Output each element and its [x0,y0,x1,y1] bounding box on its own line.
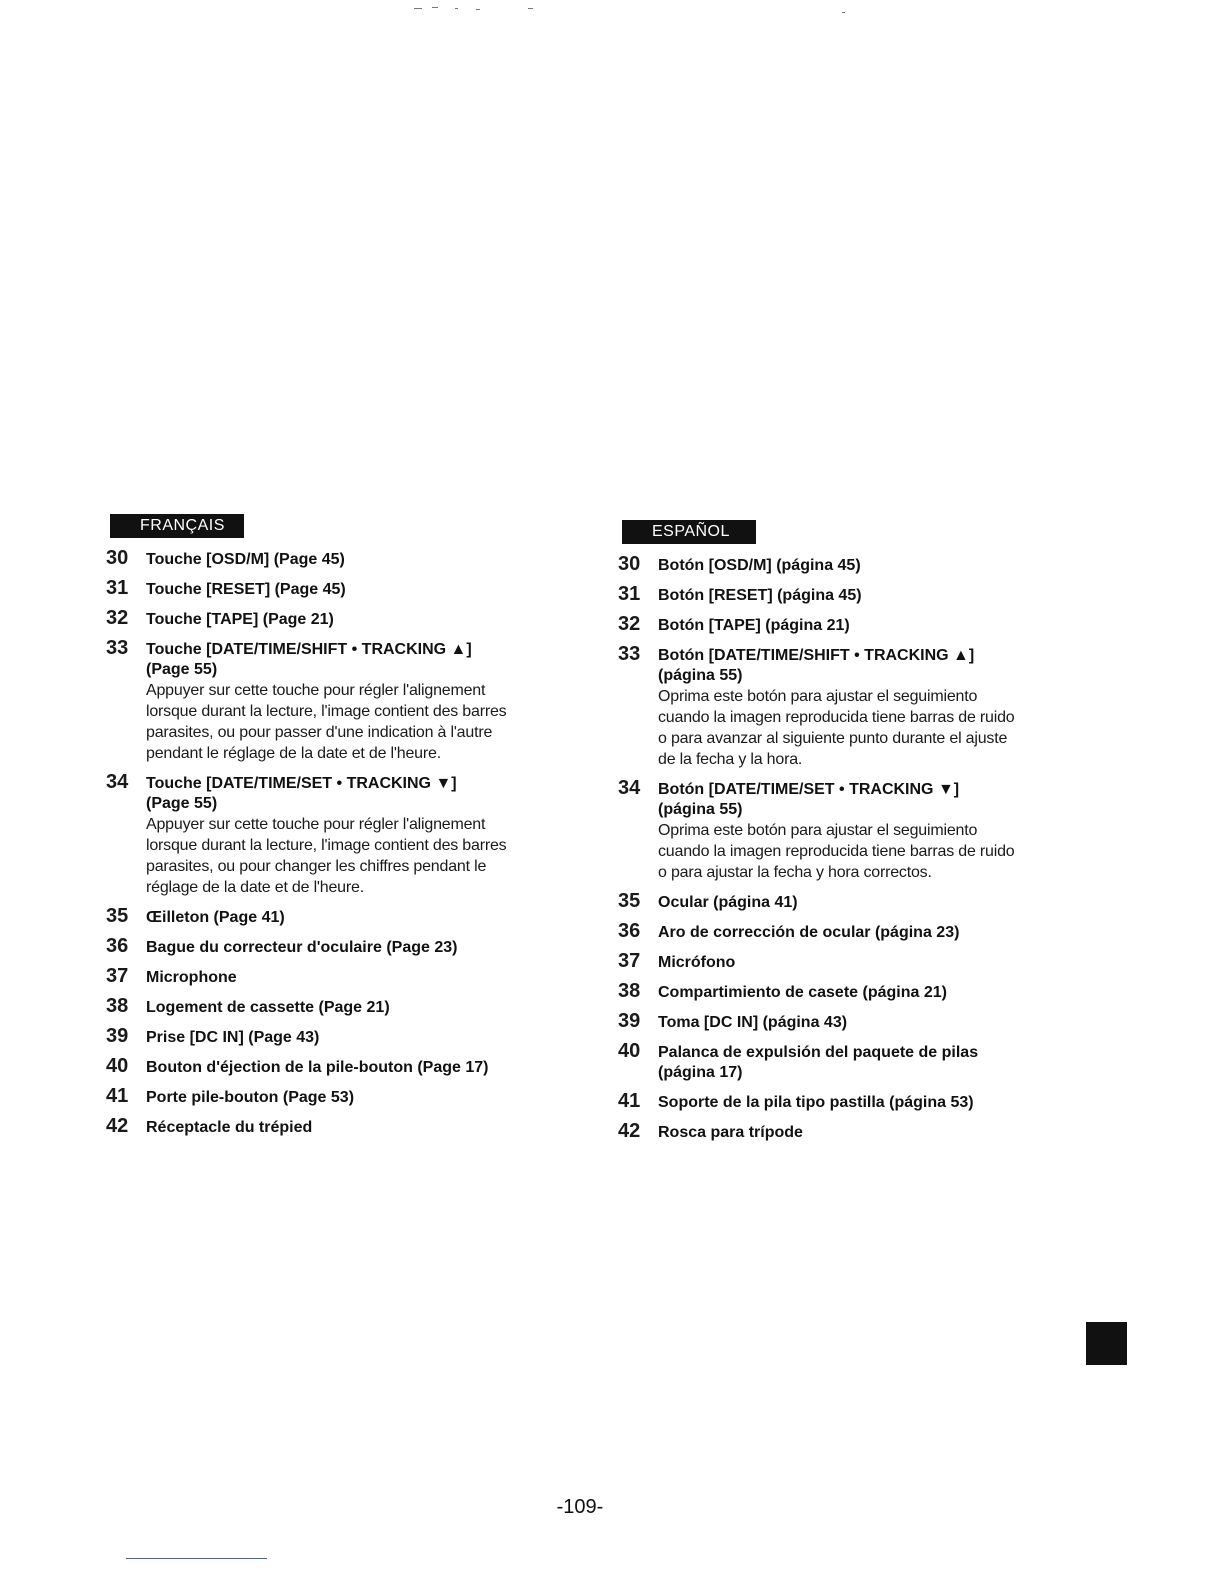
list-item [104,637,564,764]
item-title: Bouton d'éjection de la pile-bouton (Page 17) [146,1059,489,1076]
list-item [616,950,1076,973]
espanol-header: ESPAÑOL [622,520,756,544]
item-title: Rosca para trípode [658,1124,803,1141]
item-title: Œilleton (Page 41) [146,909,285,926]
francais-column [104,514,564,1148]
item-number: 33 [106,637,129,659]
list-item [616,583,1076,606]
item-title: Aro de corrección de ocular (página 23) [658,924,960,941]
list-item [616,553,1076,576]
item-number: 38 [618,980,641,1002]
list-item [104,965,564,988]
item-number: 39 [106,1025,129,1047]
item-description: Appuyer sur cette touche pour régler l'alignement lorsque durant la lecture, l'image contient des barres parasites, ou pour passer d'une indication à l'autre pendant le réglage de la date et de l'heure. [146,682,507,762]
item-number: 31 [618,583,641,605]
item-number: 34 [106,771,129,793]
item-description: Oprima este botón para ajustar el seguimiento cuando la imagen reproducida tiene barras de ruido o para avanzar al siguiente punto durante el ajuste de la fecha y la hora. [658,688,1015,768]
item-number: 40 [106,1055,129,1077]
item-title: Réceptacle du trépied [146,1119,313,1136]
item-title: Botón [RESET] (página 45) [658,587,862,604]
list-item [616,920,1076,943]
item-number: 31 [106,577,129,599]
item-title: Prise [DC IN] (Page 43) [146,1029,320,1046]
item-number: 35 [618,890,641,912]
list-item [104,1025,564,1048]
item-number: 39 [618,1010,641,1032]
item-number: 30 [618,553,641,575]
list-item [104,771,564,898]
item-title: Logement de cassette (Page 21) [146,999,390,1016]
item-title: Touche [DATE/TIME/SET • TRACKING ▼] (Page 55) [146,775,457,812]
list-item [616,1120,1076,1143]
bottom-rule [126,1558,267,1559]
item-number: 34 [618,777,641,799]
item-title: Micrófono [658,954,736,971]
list-item [104,935,564,958]
list-item [104,607,564,630]
francais-header: FRANÇAIS [110,514,244,538]
item-description: Oprima este botón para ajustar el seguimiento cuando la imagen reproducida tiene barras de ruido o para ajustar la fecha y hora correctos. [658,822,1015,881]
item-title: Botón [TAPE] (página 21) [658,617,850,634]
list-item [616,1040,1076,1083]
list-item [616,1090,1076,1113]
item-number: 38 [106,995,129,1017]
item-number: 37 [106,965,129,987]
list-item [104,1085,564,1108]
item-title: Compartimiento de casete (página 21) [658,984,947,1001]
item-number: 41 [618,1090,641,1112]
item-title: Touche [TAPE] (Page 21) [146,611,334,628]
item-number: 32 [618,613,641,635]
item-title: Microphone [146,969,237,986]
item-number: 36 [618,920,641,942]
espanol-column [616,520,1076,1153]
item-number: 41 [106,1085,129,1107]
list-item [616,890,1076,913]
list-item [616,777,1076,883]
espanol-list [616,553,1076,1143]
item-number: 42 [618,1120,641,1142]
item-description: Appuyer sur cette touche pour régler l'alignement lorsque durant la lecture, l'image contient des barres parasites, ou pour changer les chiffres pendant le réglage de la date et de l'heure. [146,816,507,896]
list-item [104,577,564,600]
item-number: 35 [106,905,129,927]
item-title: Porte pile-bouton (Page 53) [146,1089,355,1106]
list-item [616,1010,1076,1033]
item-title: Ocular (página 41) [658,894,798,911]
item-title: Touche [OSD/M] (Page 45) [146,551,345,568]
item-number: 36 [106,935,129,957]
thumb-index-tab [1086,1322,1127,1365]
item-title: Soporte de la pila tipo pastilla (página 53) [658,1094,974,1111]
list-item [616,980,1076,1003]
item-number: 30 [106,547,129,569]
item-title: Botón [DATE/TIME/SET • TRACKING ▼] (página 55) [658,781,960,818]
item-number: 32 [106,607,129,629]
item-number: 37 [618,950,641,972]
item-number: 40 [618,1040,641,1062]
item-title: Botón [OSD/M] (página 45) [658,557,861,574]
list-item [616,643,1076,770]
item-title: Bague du correcteur d'oculaire (Page 23) [146,939,458,956]
item-number: 33 [618,643,641,665]
page-number: -109- [556,1496,604,1518]
item-title: Touche [DATE/TIME/SHIFT • TRACKING ▲] (Page 55) [146,641,472,678]
francais-list [104,547,564,1138]
item-title: Touche [RESET] (Page 45) [146,581,346,598]
list-item [104,1055,564,1078]
list-item [104,905,564,928]
list-item [104,1115,564,1138]
item-title: Palanca de expulsión del paquete de pilas (página 17) [658,1044,979,1081]
list-item [104,995,564,1018]
item-title: Botón [DATE/TIME/SHIFT • TRACKING ▲] (página 55) [658,647,975,684]
scan-specks [410,6,860,14]
item-title: Toma [DC IN] (página 43) [658,1014,848,1031]
item-number: 42 [106,1115,129,1137]
list-item [104,547,564,570]
list-item [616,613,1076,636]
